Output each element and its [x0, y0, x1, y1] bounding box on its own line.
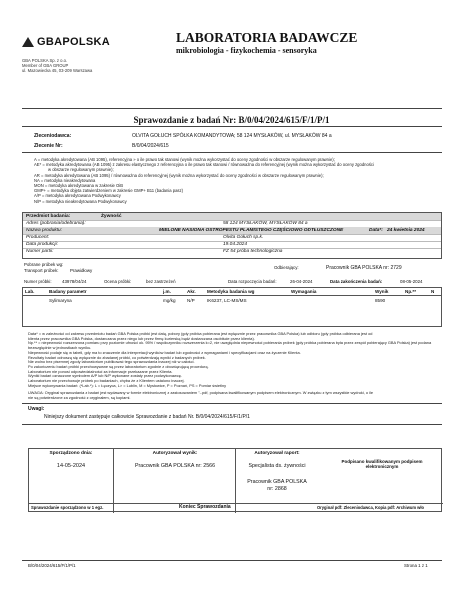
receiver-value: Pracownik GBA POLSKA nr: 2729	[326, 265, 402, 271]
authorized-report-staff: Pracownik GBA POLSKA	[247, 479, 307, 485]
sample-date-value: 24 kwietnia 2024	[387, 228, 425, 233]
divider	[22, 424, 442, 425]
note-line: Miejsce wykonywania badań: (*Lab.*): L = Łęczyca, L> = Lublin, M = Mysłowice, P = Poznań, PS = Pomiar świetlny	[28, 382, 227, 388]
cell-result: 8590	[375, 298, 386, 303]
note-line: Np.** = niepewność rozszerzona pomiaru przy poziomie ufności ok. 95% / współczynniku rozszerzenia k=2, nie uwzględnia niepewności pobierania próbek (gdy próbka pobierana była przez zespół pobierający GBA Polska) jest podana	[28, 340, 432, 346]
footer-doc-id: B/0/04/2024/615/F/1/P/1	[28, 563, 76, 568]
cell-method: IK6237, LC-MS/MS	[207, 298, 247, 303]
logo-triangle-icon	[22, 37, 34, 47]
divider	[22, 403, 442, 404]
end-of-report: Koniec Sprawozdania	[179, 504, 231, 510]
sample-number-label: Numer próbki:	[24, 279, 52, 284]
note-line: Wyniki badań oznaczone symbolem A/P lub N/P wykonane zostały przez podwykonawcę.	[28, 373, 183, 379]
authorized-report-label: Autoryzował raport:	[254, 451, 300, 456]
receiver-label: Odbierający:	[274, 265, 299, 270]
note-line: nie są potwierdzone za zgodność z oryginałem, są kopiami.	[28, 395, 131, 401]
note-line: Rezultaty badań odnoszą się wyłącznie do zbadanej próbki, co potwierdzają wyniki z badanych próbek.	[28, 354, 206, 360]
divider	[29, 503, 443, 504]
footer-page-number: Strona 1 z 1	[404, 563, 428, 568]
collector-label: Pobrane próbek wg:	[24, 262, 64, 267]
cell-n	[429, 296, 441, 306]
end-date-label: Data zakończenia badań:	[330, 279, 383, 284]
note-line: Data* = w zależności od zakresu przedmiotu badań GBA Polska próbki jest datą, pobory (gdy próbka pobierana jest wyłącznie przez pracownika GBA Polska) lub odbioru (gdy próbka odbierana jest od	[28, 331, 373, 336]
note-line: UWAGA: Oryginał sprawozdania z badań jest wydawany w formie elektronicznej z zastosowaniem "-.pdf, podpisana kwalifikowanym podpisem elektronicznym. W związku z tym wszystkie wydruki, o ile	[28, 390, 374, 396]
col-header: Badany parametr	[47, 288, 161, 296]
sample-row-label: Producent:	[26, 235, 50, 240]
sample-row-value: Olvita Gołuch sp.k.	[223, 235, 264, 240]
order-value: B/0/04/2024/615	[132, 143, 169, 149]
company-logo	[22, 36, 110, 48]
company-address	[22, 58, 92, 74]
product-name: MIELONE NASIONA OSTROPESTU PLAMISTEGO CZĘŚCIOWO ODTŁUSZCZONE	[159, 228, 344, 233]
results-header-row	[23, 288, 441, 296]
cell-uncertainty	[403, 296, 429, 306]
note-line: Nie wolno bez pisemnej zgody laboratorium publikować tego sprawozdania inaczej niż w całości.	[28, 359, 195, 365]
table-row	[23, 296, 441, 306]
col-header: Lab.	[23, 288, 47, 296]
legend-line: MON = metodyka akredytowana w zakresie OiB	[34, 183, 124, 189]
sample-header-value: Żywność	[101, 214, 122, 219]
legend-line: A = metodyka akredytowana (AB 1095), referencyjna » o ile prawo tak stanowi (wynik można wykorzystać do oceny zgodności w obszarze regulowanym prawnie);	[34, 157, 335, 162]
lab-subtitle: mikrobiologia - fizykochemia - sensoryka	[176, 46, 317, 55]
lab-title: LABORATORIA BADAWCZE	[176, 30, 358, 45]
authorized-result-value: Pracownik GBA POLSKA nr: 2566	[134, 463, 216, 469]
qualified-signature-note: Podpisano kwalifikowanym podpisem elektronicznym	[341, 459, 423, 469]
sample-date-label: Data*:	[369, 228, 383, 233]
remarks-title: Uwagi:	[28, 406, 45, 412]
col-header: Metodyka badania wg	[205, 288, 289, 296]
address-line: GBA POLSKA Sp. z o.o.	[22, 58, 68, 63]
sample-row-value: FZ 54 próba technologiczna	[223, 249, 283, 254]
sample-header-label: Przedmiot badania:	[26, 214, 71, 219]
sample-row-label: Numer partii:	[26, 249, 54, 254]
report-notes	[28, 332, 444, 401]
prepared-label: Sporządzono dnia:	[49, 451, 93, 456]
cell-accreditation: N/P	[187, 298, 195, 303]
client-value: OLVITA GOŁUCH SPÓŁKA KOMANDYTOWA; 58 124 MYSŁAKÓW, ul. MYSŁAKÓW 84 a	[132, 133, 332, 139]
sample-info-box	[22, 212, 442, 259]
transport-value: Prawidłowy	[70, 268, 93, 273]
note-line: bezwzględnie w jednostkach wyniku.	[28, 345, 92, 351]
copies-note: Sprawozdanie sporządzono w 1 egz.	[31, 505, 104, 510]
client-label: Zleceniodawca:	[34, 133, 72, 139]
start-date-label: Data rozpoczęcia badań:	[228, 279, 277, 284]
cell-unit: mg/kg	[163, 298, 176, 303]
legend-line: AE* = metodyka akredytowana (AB 1095) z zakresu elastycznego z referencyjna o ile prawo tak stanowi / równoważna do referencyjnej (wynik można wykorzystać do oceny zgodności	[34, 162, 374, 168]
method-legend	[34, 157, 444, 204]
sample-row-value: 58 124 MYSŁAKÓW, MYSŁAKÓW 84 a	[223, 221, 308, 226]
divider	[22, 152, 442, 153]
order-label: Zlecenie Nr:	[34, 143, 63, 149]
sample-row-label: Adres (pobrania/odebrania):	[26, 221, 86, 226]
note-line: Laboratorium nie ponosi odpowiedzialności za informacje przekazane przez Klienta.	[28, 368, 173, 374]
divider	[22, 560, 442, 561]
legend-line: N/P = metodyka nieakredytowana Podwykonawcy	[34, 198, 127, 204]
address-line: Member of GBA GROUP	[22, 63, 69, 69]
authorized-result-label: Autoryzował wynik:	[152, 451, 198, 456]
cell-lab	[23, 296, 47, 306]
note-line: Laboratorium nie przechowuje próbek po badaniach, chyba że z Klientem ustalono inaczej.	[28, 378, 185, 384]
col-header: N	[429, 288, 441, 296]
col-header: Np.**	[403, 288, 429, 296]
col-header: Akr.	[185, 288, 205, 296]
authorized-report-role: Specjalista ds. żywności	[248, 463, 306, 469]
end-date-value: 08-05-2024	[400, 279, 423, 284]
authorized-report-number: nr: 2868	[267, 486, 287, 492]
original-note: Oryginał pdf: Zleceniodawca, Kopia pdf: Archiwum wło	[317, 505, 424, 510]
address-line: ul. Mazowiecka 45, 03-209 Warszawa	[22, 68, 93, 74]
report-title: Sprawozdanie z badań Nr: B/0/04/2024/615/F/1/P/1	[133, 115, 330, 125]
legend-line: NA = metodyka nieakredytowana	[34, 177, 96, 183]
sample-number-value: 43978/04/24	[62, 279, 87, 284]
legend-line: w obszarze regulowanym prawnie);	[48, 167, 114, 173]
remarks-text: Niniejszy dokument zastępuje całkowicie Sprawozdanie z badań Nr. B/0/04/2024/615/F/1/P/1	[44, 414, 250, 420]
legend-line: A/P = metodyka akredytowana Podwykonawcy	[34, 193, 121, 199]
cell-parameter: Sylimaryna	[49, 298, 72, 303]
transport-label: Transport próbek:	[24, 268, 59, 273]
assessment-value: bez zastrzeżeń	[146, 279, 176, 284]
note-line: klienta przez pracownika GBA Polska, dostarczana przez niego lub przez firmę kurierską bądź dostarczana osobiście przez klienta).	[28, 335, 255, 341]
cell-requirements	[289, 296, 373, 306]
start-date-value: 26-04-2024	[290, 279, 313, 284]
divider	[22, 108, 442, 109]
note-line: Niepewność podaje się w tabeli, gdy ma to znaczenie dla interpretacji wyników badań lub zgodności z wymaganiami i specyfikacjami oraz na życzenie Klienta.	[28, 349, 301, 355]
assessment-label: Ocena próbki:	[104, 279, 132, 284]
divider	[22, 126, 442, 127]
sample-row-value: 19.04.2024	[223, 242, 248, 247]
sample-row-label: Nazwa produktu:	[26, 228, 62, 233]
note-line: Po zakończeniu badań próbki przechowywane są przez laboratorium zgodnie z obowiązującą procedurą.	[28, 363, 209, 369]
legend-line: GMP+ = metodyka objęta zatwierdzeniem w zakresie GMP+ B11 (badania pasz)	[34, 188, 183, 194]
logo-text: GBAPOLSKA	[37, 36, 110, 48]
sample-row-batch	[23, 248, 441, 255]
col-header: j.m.	[161, 288, 185, 296]
sample-row-label: Data produkcji:	[26, 242, 58, 247]
col-header: Wynik	[373, 288, 403, 296]
results-table	[23, 288, 441, 305]
signature-box	[28, 448, 442, 512]
col-header: Wymagania	[289, 288, 373, 296]
prepared-date: 14-05-2024	[56, 463, 86, 469]
results-table-box	[22, 287, 442, 327]
legend-line: AR = metodyka akredytowana (AB 1095) / równoważna do referencyjnej (wynik można wykorzystać do oceny zgodności w obszarze regulowanym prawnie);	[34, 172, 324, 178]
